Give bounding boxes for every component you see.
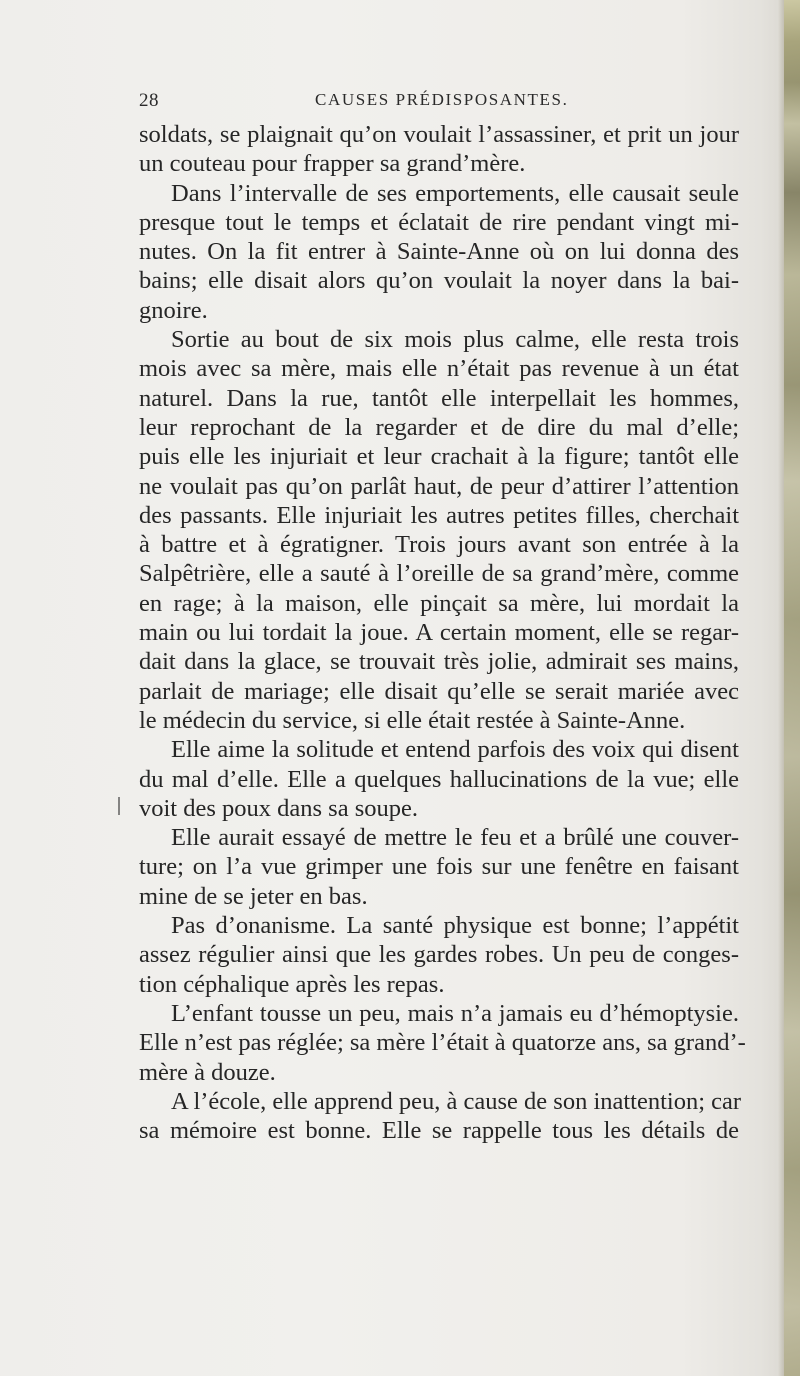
text-line: A l’école, elle apprend peu, à cause de son inattention; car	[171, 1087, 742, 1115]
text-line: mois avec sa mère, mais elle n’était pas revenue à un état	[139, 355, 739, 383]
text-line: Sortie au bout de six mois plus calme, elle resta trois	[171, 326, 739, 354]
text-line: parlait de mariage; elle disait qu’elle se serait mariée avec	[139, 677, 739, 705]
text-line: du mal d’elle. Elle a quelques hallucinations de la vue; elle	[139, 765, 739, 793]
body-text	[139, 120, 746, 1145]
text-line: Elle aurait essayé de mettre le feu et a brûlé une couver-	[171, 824, 739, 852]
text-line: ture; on l’a vue grimper une fois sur une fenêtre en faisant	[139, 853, 739, 881]
text-line: puis elle les injuriait et leur crachait à la figure; tantôt elle	[139, 443, 739, 471]
text-line: mine de se jeter en bas.	[139, 882, 368, 910]
text-line: bains; elle disait alors qu’on voulait la noyer dans la bai-	[139, 267, 739, 295]
text-line: sa mémoire est bonne. Elle se rappelle tous les détails de	[139, 1117, 739, 1145]
text-line: voit des poux dans sa soupe.	[139, 794, 418, 822]
text-line: à battre et à égratigner. Trois jours avant son entrée à la	[139, 531, 739, 559]
text-line: Dans l’intervalle de ses emportements, elle causait seule	[171, 179, 739, 207]
page-header	[139, 90, 739, 118]
text-line: en rage; à la maison, elle pinçait sa mère, lui mordait la	[139, 589, 739, 617]
text-line: main ou lui tordait la joue. A certain moment, elle se regar-	[139, 619, 739, 647]
text-line: tion céphalique après les repas.	[139, 970, 445, 998]
text-line: ne voulait pas qu’on parlât haut, de peur d’attirer l’attention	[139, 472, 739, 500]
text-line: mère à douze.	[139, 1058, 276, 1086]
text-line: nutes. On la fit entrer à Sainte-Anne où on lui donna des	[139, 238, 739, 266]
text-line: leur reprochant de la regarder et de dire du mal d’elle;	[139, 413, 739, 441]
page-number: 28	[139, 90, 159, 111]
page-edge-strip	[784, 0, 800, 1376]
text-line: Salpêtrière, elle a sauté à l’oreille de sa grand’mère, comme	[139, 560, 739, 588]
text-line: presque tout le temps et éclatait de rire pendant vingt mi-	[139, 208, 739, 236]
margin-mark	[118, 797, 120, 815]
text-line: Pas d’onanisme. La santé physique est bonne; l’appétit	[171, 912, 739, 940]
text-line: le médecin du service, si elle était restée à Sainte-Anne.	[139, 706, 686, 734]
text-line: naturel. Dans la rue, tantôt elle interpellait les hommes,	[139, 384, 739, 412]
text-line: L’enfant tousse un peu, mais n’a jamais eu d’hémoptysie.	[171, 999, 739, 1027]
text-line: Elle n’est pas réglée; sa mère l’était à quatorze ans, sa grand’-	[139, 1029, 746, 1057]
text-line: Elle aime la solitude et entend parfois des voix qui disent	[171, 736, 739, 764]
running-head: CAUSES PRÉDISPOSANTES.	[315, 90, 569, 109]
text-line: soldats, se plaignait qu’on voulait l’assassiner, et prit un jour	[139, 121, 739, 148]
text-line: un couteau pour frapper sa grand’mère.	[139, 150, 526, 178]
text-line: des passants. Elle injuriait les autres petites filles, cherchait	[139, 501, 739, 529]
text-line: gnoire.	[139, 296, 208, 324]
text-line: dait dans la glace, se trouvait très jolie, admirait ses mains,	[139, 648, 739, 676]
text-line: assez régulier ainsi que les gardes robes. Un peu de conges-	[139, 941, 739, 969]
